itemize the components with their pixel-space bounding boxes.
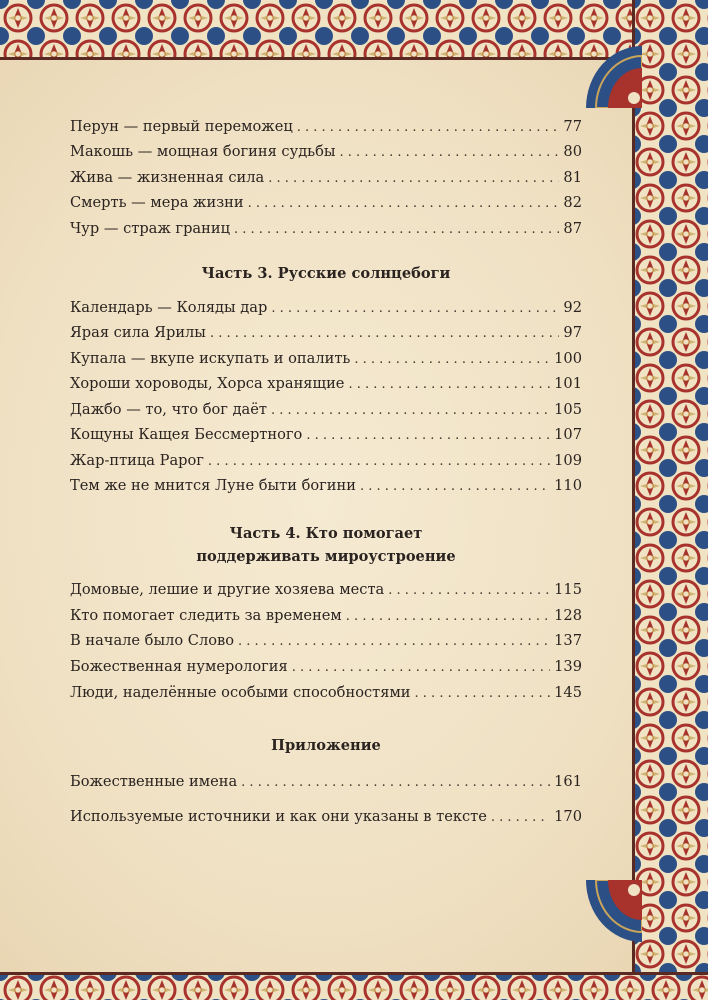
section-heading-line: Приложение <box>271 737 381 754</box>
toc-entry-page: 97 <box>563 324 582 341</box>
toc-entry-title: Макошь — мощная богиня судьбы <box>70 143 336 160</box>
dot-leader <box>210 322 559 346</box>
toc-entry-page: 77 <box>563 118 582 135</box>
dot-leader <box>354 348 550 372</box>
dot-leader <box>248 192 560 216</box>
toc-entry-title: Жива — жизненная сила <box>70 169 265 186</box>
toc-entry[interactable] <box>70 217 582 241</box>
dot-leader <box>292 656 550 680</box>
dot-leader <box>388 579 550 603</box>
ornament-corner-bottom-right <box>586 880 642 942</box>
toc-entry-page: 115 <box>554 581 582 598</box>
toc-entry[interactable] <box>70 629 582 653</box>
dot-leader <box>208 450 550 474</box>
ornament-border-bottom <box>0 972 708 1000</box>
toc-entry-title: Смерть — мера жизни <box>70 194 244 211</box>
ornament-border-right <box>632 0 708 1000</box>
toc-entry[interactable] <box>70 578 582 602</box>
toc-entry[interactable] <box>70 770 582 794</box>
toc-entry-page: 101 <box>554 375 582 392</box>
toc-entry-page: 170 <box>554 808 582 825</box>
section-heading-line: Часть 3. Русские солнцебоги <box>201 265 451 282</box>
toc-entry-title: Дажбо — то, что бог даёт <box>70 401 267 418</box>
dot-leader <box>297 116 560 140</box>
toc-entry[interactable] <box>70 191 582 215</box>
toc-entry[interactable] <box>70 140 582 164</box>
toc-entry-page: 87 <box>563 220 582 237</box>
toc-entry[interactable] <box>70 681 582 705</box>
toc-entry-title: В начале было Слово <box>70 632 235 649</box>
toc-entry-page: 145 <box>554 684 582 701</box>
toc-entry-title: Календарь — Коляды дар <box>70 299 268 316</box>
dot-leader <box>306 424 550 448</box>
toc-entry-title: Хороши хороводы, Хорса хранящие <box>70 375 345 392</box>
toc-entry-title: Домовые, лешие и другие хозяева места <box>70 581 385 598</box>
dot-leader <box>241 771 550 795</box>
section-heading <box>70 522 582 568</box>
toc-entry[interactable] <box>70 321 582 345</box>
toc-entry-title: Кто помогает следить за временем <box>70 607 342 624</box>
dot-leader <box>238 630 550 654</box>
dot-leader <box>340 141 560 165</box>
toc-entry-page: 81 <box>563 169 582 186</box>
toc-entry-page: 105 <box>554 401 582 418</box>
toc-entry-title: Кощуны Кащея Бессмертного <box>70 426 303 443</box>
dot-leader <box>360 475 550 499</box>
section-heading-line: Часть 4. Кто помогает <box>229 525 423 542</box>
ornament-pattern <box>0 972 708 1000</box>
dot-leader <box>491 806 550 830</box>
toc-entry-title: Чур — страж границ <box>70 220 230 237</box>
dot-leader <box>234 218 559 242</box>
section-heading <box>70 734 582 757</box>
toc-entry-page: 80 <box>563 143 582 160</box>
toc-entry-title: Люди, наделённые особыми способностями <box>70 684 411 701</box>
ornament-corner-fan <box>586 46 642 108</box>
toc-entry[interactable] <box>70 115 582 139</box>
ornament-corner-fan <box>586 880 642 942</box>
toc-entry-page: 110 <box>554 477 582 494</box>
toc-entry-page: 82 <box>563 194 582 211</box>
toc-entry[interactable] <box>70 423 582 447</box>
dot-leader <box>348 373 550 397</box>
dot-leader <box>346 605 550 629</box>
toc-entry-title: Тем же не мнится Луне быти богини <box>70 477 356 494</box>
toc-entry[interactable] <box>70 398 582 422</box>
ornament-corner-top-right <box>586 46 642 108</box>
toc-entry-page: 92 <box>563 299 582 316</box>
toc-entry-page: 100 <box>554 350 582 367</box>
dot-leader <box>271 399 550 423</box>
toc-entry[interactable] <box>70 296 582 320</box>
toc-entry[interactable] <box>70 166 582 190</box>
toc-entry-page: 107 <box>554 426 582 443</box>
toc-entry-page: 109 <box>554 452 582 469</box>
toc-entry[interactable] <box>70 655 582 679</box>
toc-entry[interactable] <box>70 372 582 396</box>
toc-entry-title: Ярая сила Ярилы <box>70 324 206 341</box>
dot-leader <box>415 682 551 706</box>
toc-entry[interactable] <box>70 805 582 829</box>
toc-entry-page: 161 <box>554 773 582 790</box>
toc-entry-title: Купала — вкупе искупать и опалить <box>70 350 351 367</box>
ornament-pattern <box>632 0 708 1000</box>
toc-entry-title: Божественные имена <box>70 773 238 790</box>
toc-entry[interactable] <box>70 347 582 371</box>
toc-entry-page: 137 <box>554 632 582 649</box>
toc-entry-title: Перун — первый переможец <box>70 118 293 135</box>
dot-leader <box>268 167 559 191</box>
section-heading-line: поддерживать мироустроение <box>196 548 456 565</box>
toc-entry-title: Божественная нумерология <box>70 658 288 675</box>
toc-entry-title: Используемые источники и как они указаны в тексте <box>70 808 487 825</box>
toc-entry[interactable] <box>70 604 582 628</box>
toc-entry[interactable] <box>70 449 582 473</box>
toc-entry-page: 139 <box>554 658 582 675</box>
toc-entry[interactable] <box>70 474 582 498</box>
section-heading <box>70 262 582 285</box>
toc-entry-title: Жар-птица Рарог <box>70 452 204 469</box>
dot-leader <box>271 297 559 321</box>
toc-entry-page: 128 <box>554 607 582 624</box>
